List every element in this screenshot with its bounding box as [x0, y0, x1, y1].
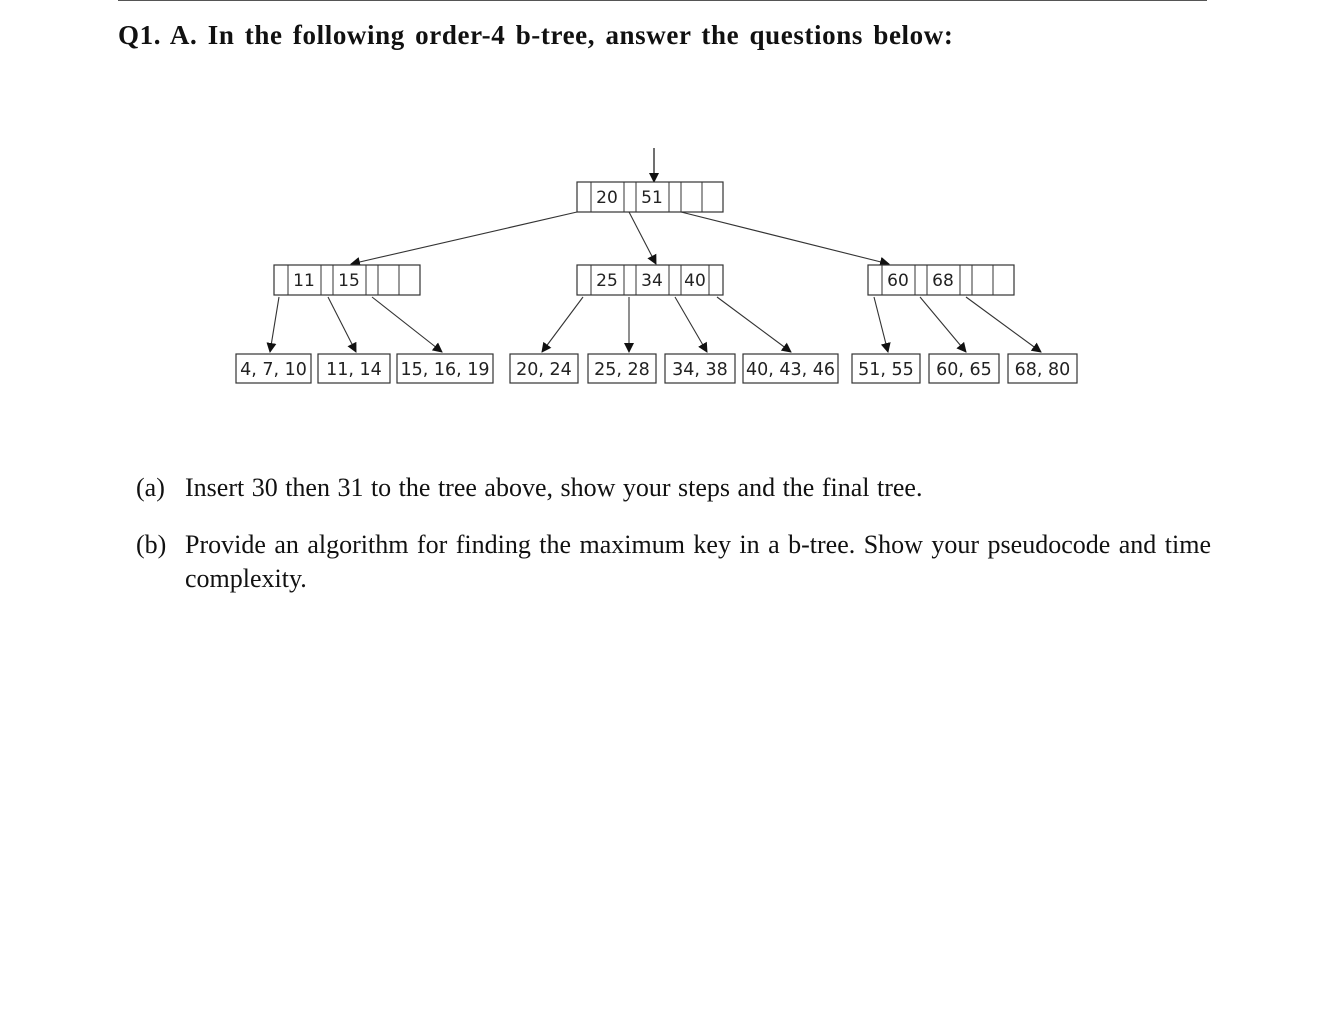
leaf-keys: 20, 24: [516, 360, 572, 380]
node-key: 34: [641, 271, 663, 291]
tree-edge: [372, 297, 442, 352]
leaf-keys: 60, 65: [936, 360, 992, 380]
leaf-keys: 4, 7, 10: [240, 360, 307, 380]
tree-edge: [351, 212, 577, 264]
node-key: 25: [596, 271, 618, 291]
leaf-keys: 34, 38: [672, 360, 728, 380]
tree-edge: [966, 297, 1041, 352]
question-title: Q1. A. In the following order-4 b-tree, answer the questions below:: [118, 20, 954, 50]
node-key: 60: [887, 271, 909, 291]
leaf-node: [588, 354, 656, 383]
internal-node: [868, 265, 1014, 295]
leaf-node: [665, 354, 735, 383]
tree-edge: [920, 297, 966, 352]
leaf-keys: 25, 28: [594, 360, 650, 380]
leaf-node: [510, 354, 578, 383]
tree-edge: [270, 297, 279, 352]
leaf-node: [743, 354, 838, 383]
part-text: Insert 30 then 31 to the tree above, show your steps and the final tree.: [185, 473, 923, 502]
tree-edge: [681, 212, 889, 264]
tree-edge: [542, 297, 583, 352]
leaf-node: [929, 354, 999, 383]
tree-edge: [328, 297, 356, 352]
leaf-node: [852, 354, 920, 383]
tree-edge: [675, 297, 707, 352]
root-key: 51: [641, 188, 663, 208]
part-text: Provide an algorithm for finding the maximum key in a b-tree. Show your pseudocode and time complexity.: [185, 530, 1211, 593]
leaf-keys: 11, 14: [326, 360, 382, 380]
node-key: 68: [932, 271, 954, 291]
tree-edge: [717, 297, 791, 352]
node-key: 15: [338, 271, 360, 291]
tree-edge: [874, 297, 888, 352]
node-key: 40: [684, 271, 706, 291]
tree-edge: [629, 212, 656, 264]
root-node: [577, 182, 723, 212]
internal-node: [577, 265, 723, 295]
leaf-keys: 68, 80: [1014, 360, 1071, 380]
node-key: 11: [293, 271, 315, 291]
leaf-node: [318, 354, 390, 383]
question-part-a: [136, 471, 1211, 505]
leaf-node: [397, 354, 493, 383]
leaf-node: [1008, 354, 1077, 383]
leaf-keys: 15, 16, 19: [400, 360, 490, 380]
question-parts: [136, 471, 1211, 619]
btree-diagram: [0, 0, 1331, 420]
question-part-b: [136, 528, 1211, 596]
leaf-node: [236, 354, 311, 383]
internal-node: [274, 265, 420, 295]
part-label: (a): [136, 473, 165, 502]
leaf-keys: 40, 43, 46: [745, 360, 836, 380]
leaf-keys: 51, 55: [858, 360, 914, 380]
part-label: (b): [136, 530, 167, 559]
root-key: 20: [596, 188, 618, 208]
